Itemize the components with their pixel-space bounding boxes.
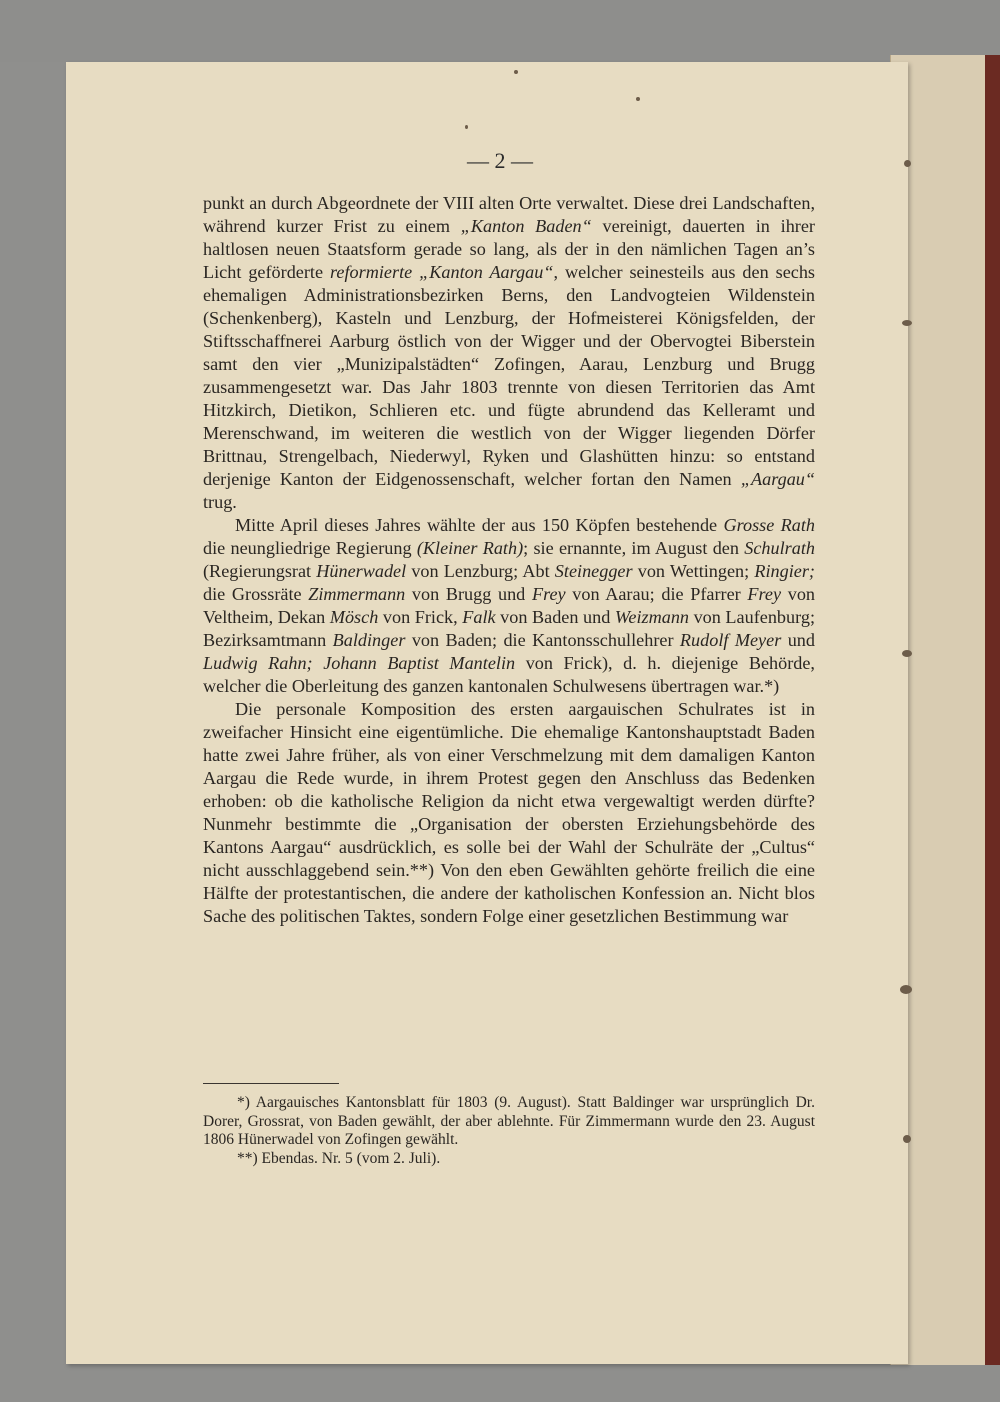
paragraph: Die personale Komposition des ersten aargauischen Schulrates ist in zweifacher Hinsicht eine eigentümliche. Die ehemalige Kantonshauptstadt Baden hatte zwei Jahre früher, als von einer Verschmelzung mit dem damaligen Kanton Aargau die Rede wurde, in ihrem Protest gegen den Anschluss das Bedenken erhoben: ob die katholische Religion da nicht etwa vergewaltigt werden dürfte? Nunmehr bestimmte die „Organisation der obersten Erziehungsbehörde des Kantons Aargau“ ausdrücklich, es solle bei der Wahl der Schulräte der „Cultus“ nicht ausschlaggebend sein.**) Von den eben Gewählten gehörte freilich die eine Hälfte der protestantischen, die andere der katholischen Konfession an. Nicht blos Sache des politischen Taktes, sondern Folge einer gesetzlichen Bestimmung war [203, 699, 815, 926]
background-top [0, 0, 1000, 62]
paper-speck [903, 1135, 911, 1143]
paper-speck [900, 985, 912, 994]
footnote: *) Aargauisches Kantonsblatt für 1803 (9. August). Statt Baldinger war ursprünglich Dr. Dorer, Grossrat, von Baden gewählt, der aber ablehnte. Für Zimmermann wurde den 23. August 1806 Hünerwadel von Zofingen gewählt. [203, 1094, 815, 1148]
paragraph: punkt an durch Abgeordnete der VIII alten Orte verwaltet. Diese drei Landschaften, während kurzer Frist zu einem „Kanton Baden“ vereinigt, dauerten in ihrer haltlosen neuen Staatsform gerade so lang, als der in den nämlichen Tagen an’s Licht geförderte reformierte „Kanton Aargau“, welcher seinesteils aus den sechs ehemaligen Administrationsbezirken Berns, den Landvogteien Wildenstein (Schenkenberg), Kasteln und Lenzburg, der Hofmeisterei Königsfelden, der Stiftsschaffnerei Aarburg östlich von der Wigger und der Obervogtei Biberstein samt den vier „Munizipalstädten“ Zofingen, Aarau, Lenzburg und Brugg zusammengesetzt war. Das Jahr 1803 trennte von diesen Territorien das Amt Hitzkirch, Dietikon, Schlieren etc. und fügte abrundend das Kelleramt und Merenschwand, im weiteren die westlich von der Wigger liegenden Dörfer Brittnau, Strengelbach, Niederwyl, Ryken und Glashütten hinzu: so entstand derjenige Kanton der Eidgenossenschaft, welcher fortan den Namen „Aargau“ trug. [203, 193, 816, 512]
paper-speck [514, 70, 518, 74]
paragraph: Mitte April dieses Jahres wählte der aus 150 Köpfen bestehende Grosse Rath die neungliedrige Regierung (Kleiner Rath); sie ernannte, im August den Schulrath (Regierungsrat Hünerwadel von Lenzburg; Abt Steinegger von Wettingen; Ringier; die Grossräte Zimmermann von Brugg und Frey von Aarau; die Pfarrer Frey von Veltheim, Dekan Mösch von Frick, Falk von Baden und Weizmann von Laufenburg; Bezirksamtmann Baldinger von Baden; die Kantonsschullehrer Rudolf Meyer und Ludwig Rahn; Johann Baptist Mantelin von Frick), d. h. diejenige Behörde, welcher die Oberleitung des ganzen kantonalen Schulwesens übertragen war.*) [203, 515, 816, 696]
paper-speck [902, 650, 912, 657]
paper-speck [636, 97, 640, 101]
footnotes [203, 1094, 815, 1168]
paper-speck [465, 125, 468, 129]
footnote-rule [203, 1083, 339, 1084]
paper-speck [902, 320, 912, 326]
main-text [203, 192, 815, 928]
page-number: — 2 — [467, 148, 533, 173]
book-spine [985, 55, 1000, 1365]
footnote: **) Ebendas. Nr. 5 (vom 2. Juli). [237, 1149, 441, 1167]
